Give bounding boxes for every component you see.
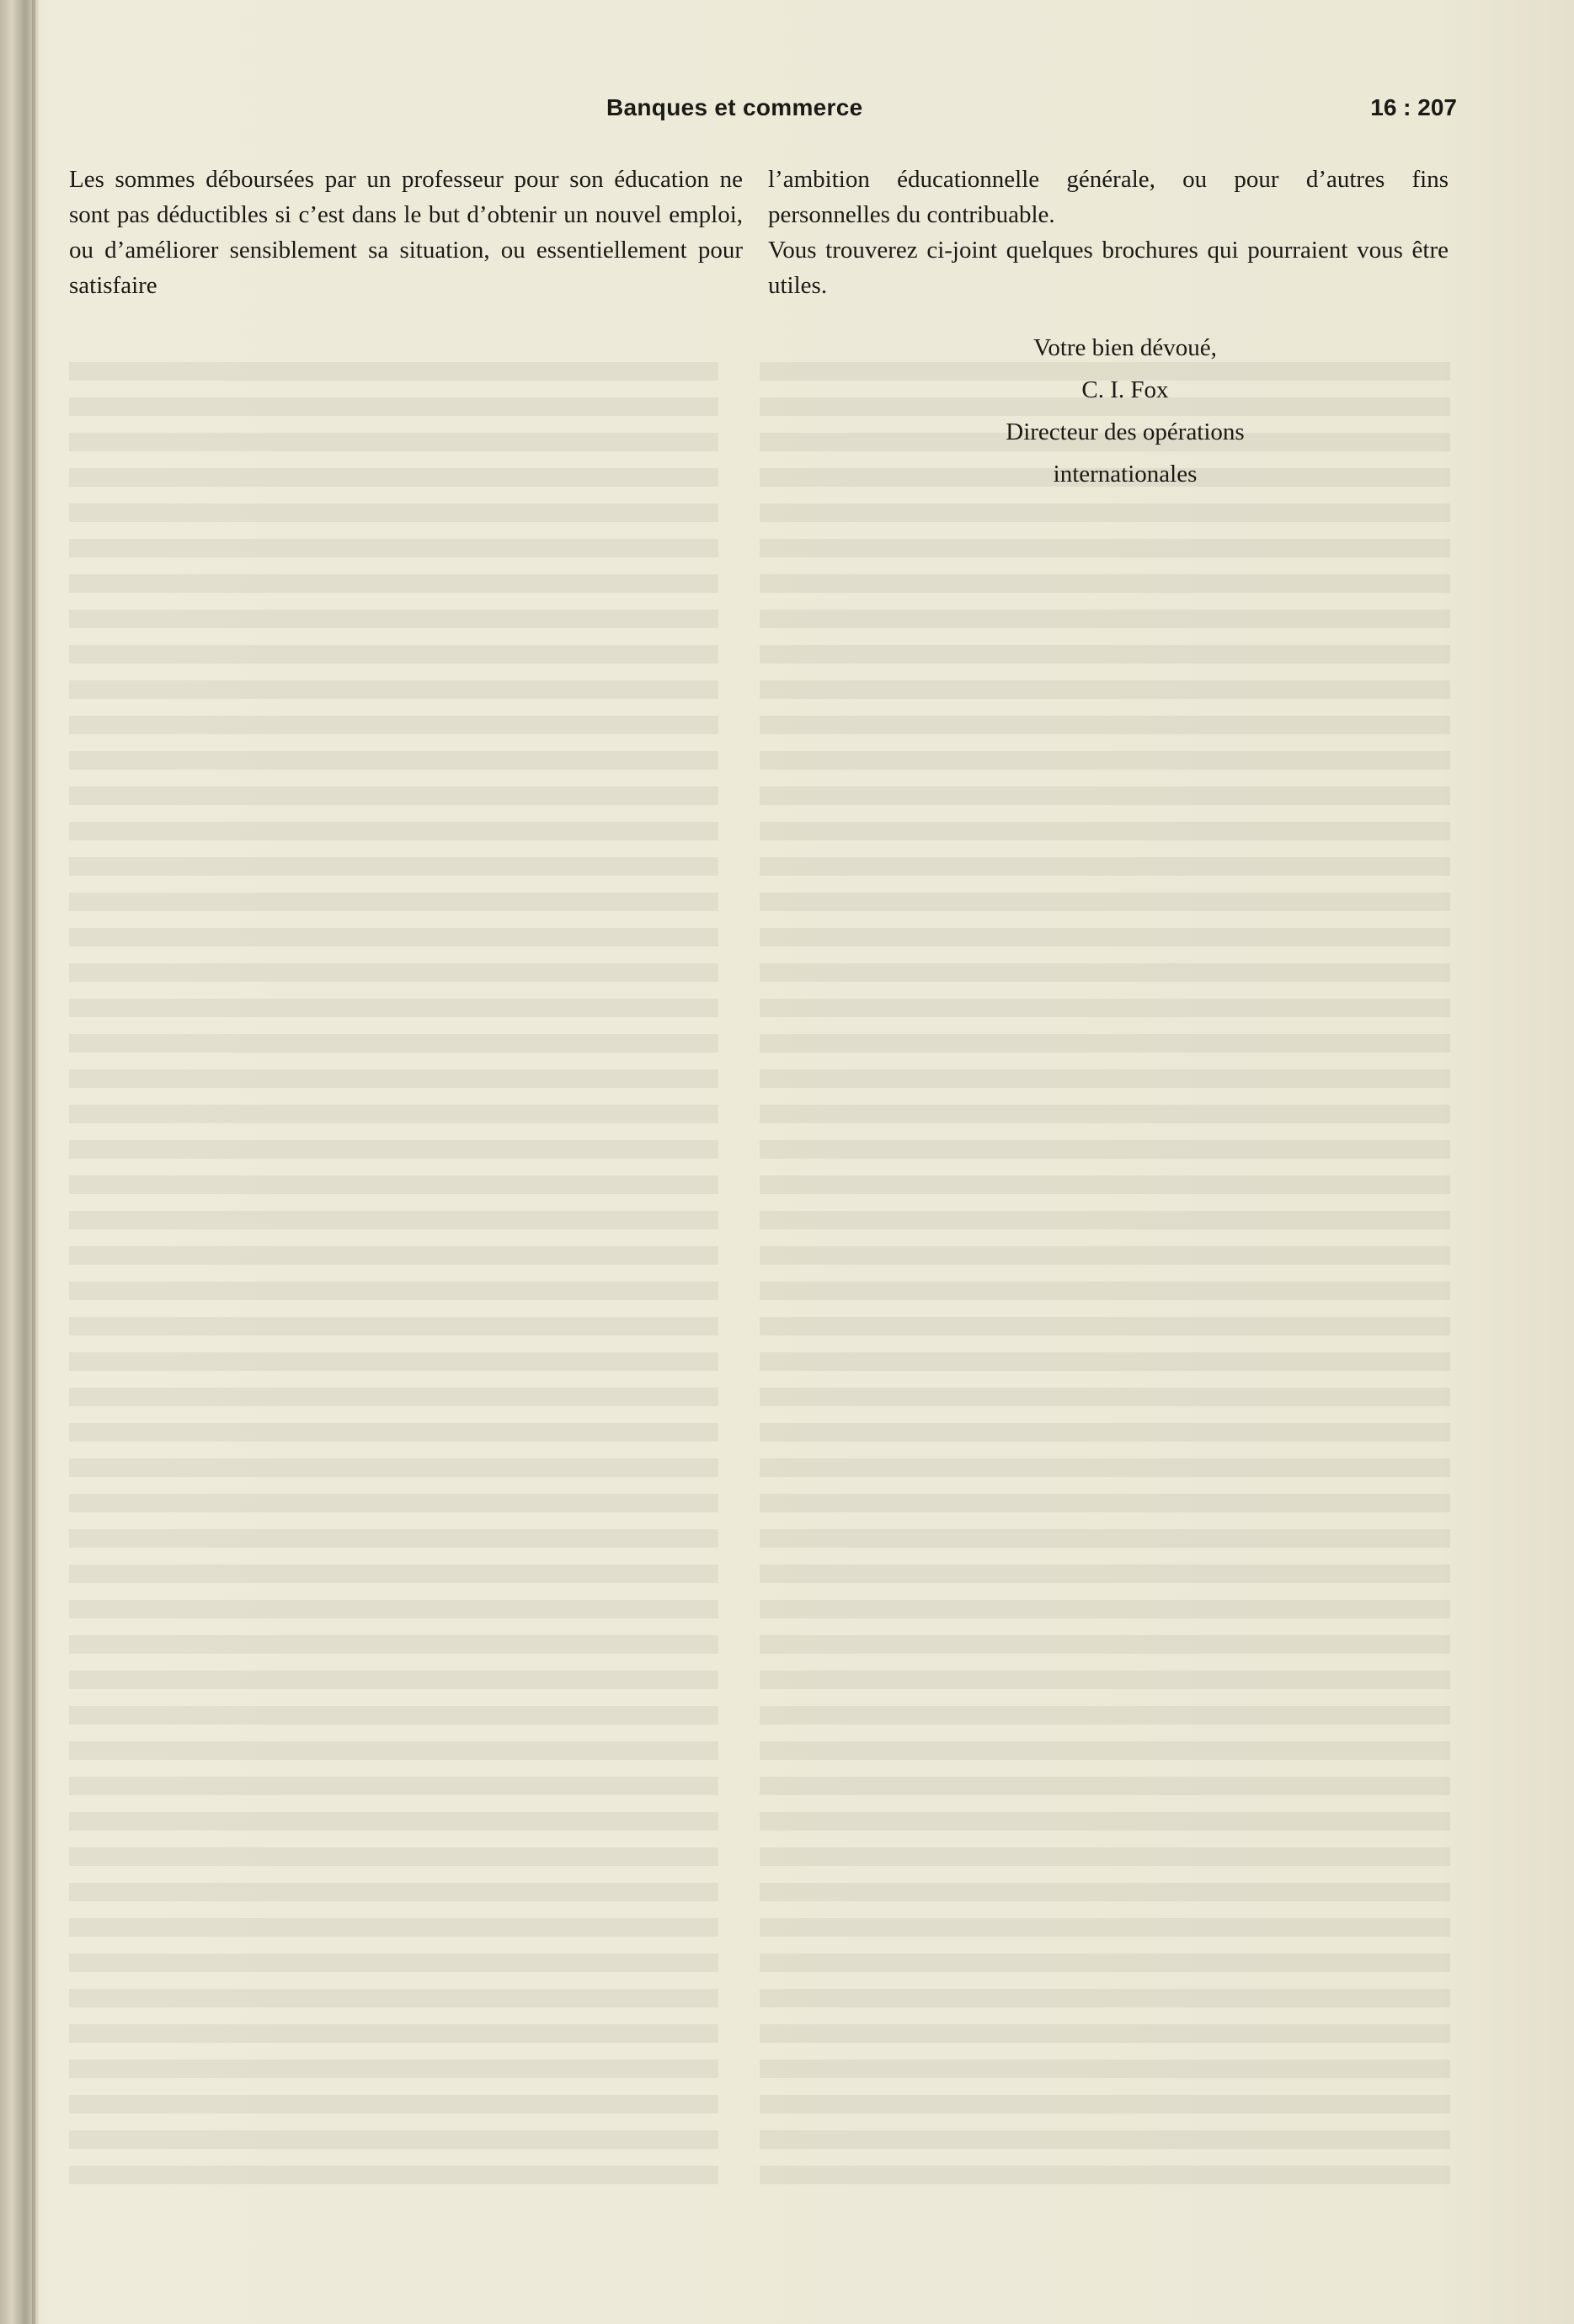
letter-closing — [768, 327, 1449, 495]
binding-gutter-line — [32, 0, 35, 2324]
left-column — [69, 162, 743, 303]
show-through-text-from-reverse-side — [69, 362, 1450, 2198]
body-paragraph-continued: l’ambition éducationnelle générale, ou pour d’autres fins personnelles du contribuable. — [768, 166, 1449, 228]
salutation: Votre bien dévoué, — [1033, 334, 1217, 361]
header-title: Banques et commerce — [606, 94, 863, 120]
page-number: 16 : 207 — [1370, 94, 1457, 120]
right-column — [768, 162, 1449, 495]
signatory-name: C. I. Fox — [1081, 376, 1169, 403]
body-paragraph: Les sommes déboursées par un professeur pour son éducation ne sont pas déductibles si c’est dans le but d’obtenir un nouvel emploi, ou d’améliorer sensiblement sa situation, ou essentiellement pour satisfaire — [69, 166, 743, 299]
running-header — [606, 94, 1457, 128]
signatory-title-line-2: internationales — [1053, 461, 1198, 488]
signatory-title-line-1: Directeur des opérations — [1006, 418, 1245, 445]
brochures-paragraph: Vous trouverez ci-joint quelques brochures qui pourraient vous être utiles. — [768, 237, 1449, 299]
